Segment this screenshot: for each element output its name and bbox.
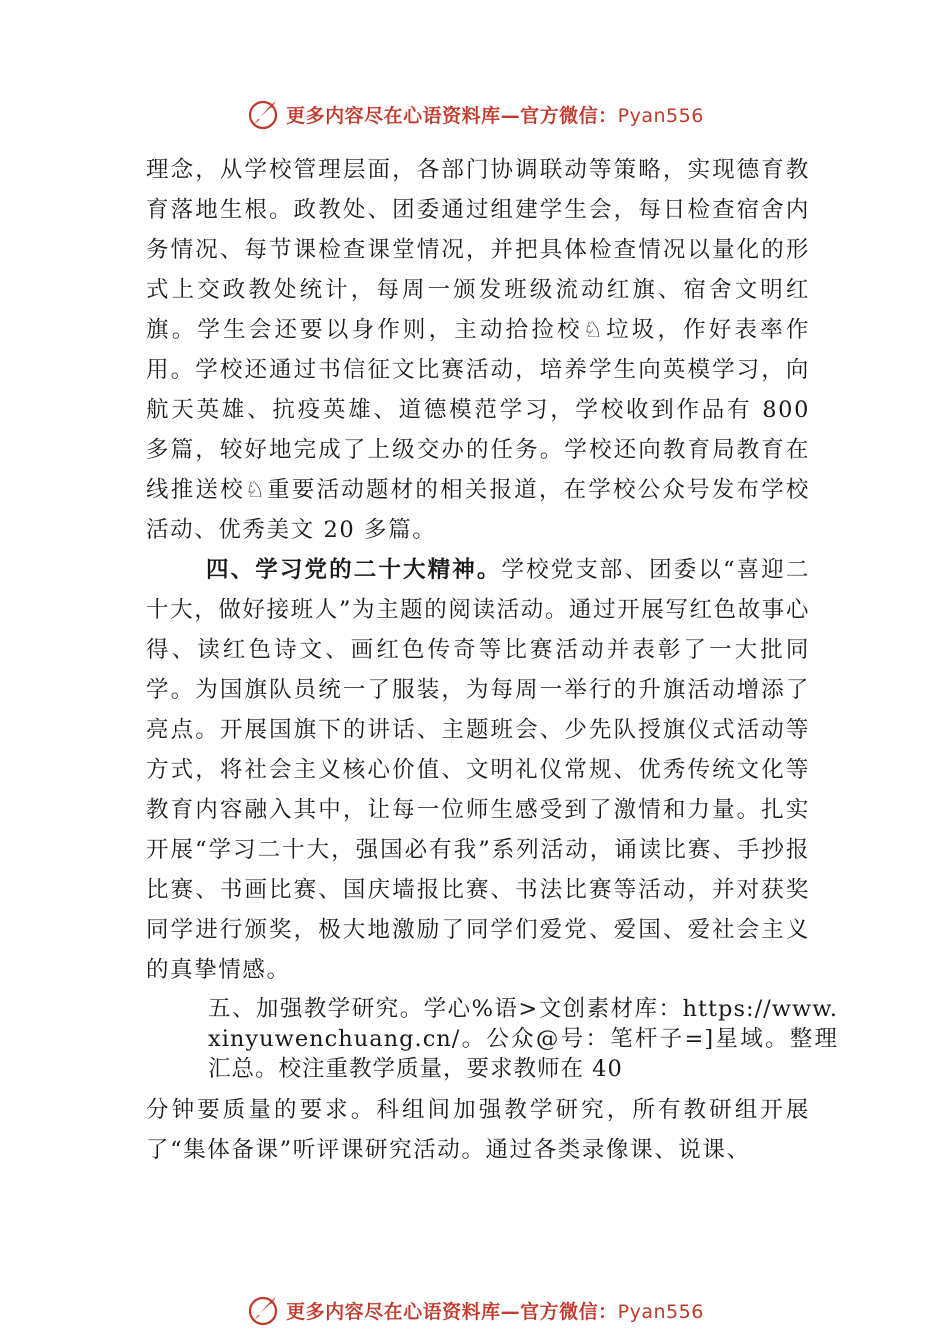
- document-body: [146, 150, 838, 1170]
- header-watermark-banner: [0, 92, 950, 136]
- paragraph-section-four: [146, 550, 810, 990]
- paragraph-teaching-research: 分钟要质量的要求。科组间加强教学研究，所有教研组开展了“集体备课”听评课研究活动。通过各类录像课、说课、: [146, 1097, 810, 1163]
- paragraph-moral-education: 理念，从学校管理层面，各部门协调联动等策略，实现德育教育落地生根。政教处、团委通过组建学生会，每日检查宿舍内务情况、每节课检查课堂情况，并把具体检查情况以量化的形式上交政教处统计，每周一颁发班级流动红旗、宿舍文明红旗。学生会还要以身作则，主动拾捡校♘垃圾，作好表率作用。学校还通过书信征文比赛活动，培养学生向英模学习，向航天英雄、抗疫英雄、道德模范学习，学校收到作品有 800 多篇，较好地完成了上级交办的任务。学校还向教育局教育在线推送校♘重要活动题材的相关报道，在学校公众号发布学校活动、优秀美文 20 多篇。: [146, 157, 810, 543]
- feather-logo-icon: [246, 97, 280, 131]
- banner-text: 更多内容尽在心语资料库—官方微信：Pyan556: [286, 1300, 704, 1323]
- banner-text: 更多内容尽在心语资料库—官方微信：Pyan556: [286, 104, 704, 127]
- paragraph-section-five: 五、加强教学研究。学心%语>文创素材库：https://www.xinyuwenchuang.cn/。公众@号：笔杆子=]星域。整理汇总。校注重教学质量，要求教师在 40: [208, 996, 838, 1082]
- feather-logo-icon: [246, 1293, 280, 1327]
- section-four-text: 学校党支部、团委以“喜迎二十大，做好接班人”为主题的阅读活动。通过开展写红色故事心得、读红色诗文、画红色传奇等比赛活动并表彰了一大批同学。为国旗队员统一了服装，为每周一举行的升旗活动增添了亮点。开展国旗下的讲话、主题班会、少先队授旗仪式活动等方式，将社会主义核心价值、文明礼仪常规、优秀传统文化等教育内容融入其中，让每一位师生感受到了激情和力量。扎实开展“学习二十大，强国必有我”系列活动，诵读比赛、手抄报比赛、书画比赛、国庆墙报比赛、书法比赛等活动，并对获奖同学进行颁奖，极大地激励了同学们爱党、爱国、爱社会主义的真挚情感。: [146, 557, 810, 983]
- footer-watermark-banner: [0, 1288, 950, 1332]
- wechat-handle: Pyan556: [617, 104, 704, 127]
- wechat-handle: Pyan556: [617, 1300, 704, 1323]
- section-four-heading: 四、学习党的二十大精神。: [206, 557, 502, 583]
